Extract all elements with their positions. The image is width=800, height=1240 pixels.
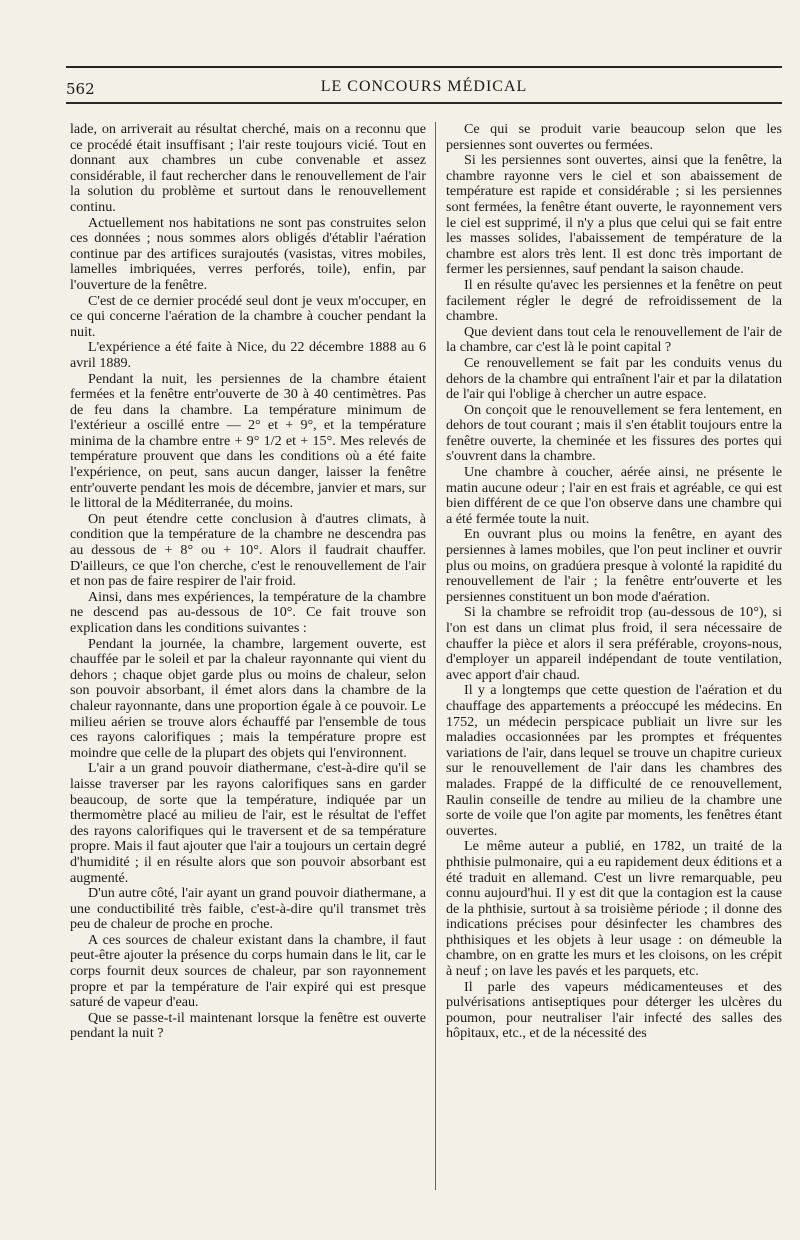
header-rule-bottom (66, 102, 782, 104)
paragraph: A ces sources de chaleur existant dans la chambre, il faut peut-être ajouter la présence du corps humain dans le lit, car le corps fournit deux sources de chaleur, par son rayonnement propre et par la température de l'air expiré qui est presque saturé de vapeur d'eau. (70, 931, 426, 1011)
paragraph: Il parle des vapeurs médicamenteuses et des pulvérisations antiseptiques pour déterger les ulcères du poumon, pour neutraliser l'air infecté des salles des hôpitaux, etc., et de la nécessité des (446, 978, 782, 1042)
paragraph: Ainsi, dans mes expériences, la température de la chambre ne descend pas au-dessous de 10°. Ce fait trouve son explication dans les conditions suivantes : (70, 588, 426, 636)
paragraph: Pendant la journée, la chambre, largement ouverte, est chauffée par le soleil et par la chaleur rayonnante qui vient du dehors ; chaque objet garde plus ou moins de chaleur, selon son pouvoir absorbant, il émet alors dans la chambre de la chaleur rayonnante, dans une proportion égale à ce pouvoir. Le milieu aérien se trouve alors échauffé par l'ensemble de tous ces rayons calorifiques ; mais la température propre est moindre que celle de la plupart des objets qui l'environnent. (70, 635, 426, 761)
paragraph: Le même auteur a publié, en 1782, un traité de la phthisie pulmonaire, qui a eu rapidement deux éditions et a été traduit en allemand. C'est un livre remarquable, peu connu aujourd'hui. Il y est dit que la contagion est la cause de la phthisie, surtout à sa troisième période ; il donne des indications précises pour désinfecter les chambres des phthisiques et les objets à leur usage : on démeuble la chambre, on en gratte les murs et les cloisons, on les crépit à neuf ; on lave les pavés et les parquets, etc. (446, 838, 782, 980)
header-rule-top (66, 66, 782, 68)
paragraph: D'un autre côté, l'air ayant un grand pouvoir diathermane, a une conductibilité très faible, c'est-à-dire qu'il transmet très peu de chaleur de proche en proche. (70, 885, 426, 933)
paragraph: Pendant la nuit, les persiennes de la chambre étaient fermées et la fenêtre entr'ouverte de 30 à 40 centimètres. Pas de feu dans la chambre. La température minimum de l'extérieur a oscillé entre — 2° et + 9°, et la température minima de la chambre entre + 9° 1/2 et + 15°. Mes relevés de température prouvent que dans les conditions où a été faite l'expérience, on peut, sans aucun danger, laisser la fenêtre entr'ouverte pendant les mois de décembre, janvier et mars, sur le littoral de la Méditerranée, du moins. (70, 370, 426, 512)
paragraph: Il en résulte qu'avec les persiennes et la fenêtre on peut facilement régler le degré de refroidissement de la chambre. (446, 276, 782, 325)
paragraph: On peut étendre cette conclusion à d'autres climats, à condition que la température de la chambre ne descendra pas au dessous de + 8° ou + 10°. Alors il faudrait chauffer. D'ailleurs, ce que l'on cherche, c'est le renouvellement de l'air et non pas de faire respirer de l'air froid. (70, 510, 426, 590)
paragraph: Il y a longtemps que cette question de l'aération et du chauffage des appartements a préoccupé les médecins. En 1752, un médecin perspicace publiait un livre sur les maladies occasionnées par les promptes et fréquentes variations de l'air, dans lequel se trouve un chapitre curieux sur le renouvellement de l'air dans les chambres des malades. Frappé de la difficulté de ce renouvellement, Raulin conseille de tendre au milieu de la chambre une sorte de voile que l'on agite par moments, les fenêtres étant ouvertes. (446, 682, 782, 839)
paragraph: Si la chambre se refroidit trop (au-dessous de 10°), si l'on est dans un climat plus froid, il sera nécessaire de chauffer la pièce et alors il sera préférable, croyons-nous, d'employer un appareil indépendant de toute ventilation, avec apport d'air chaud. (446, 604, 782, 683)
paragraph: L'expérience a été faite à Nice, du 22 décembre 1888 au 6 avril 1889. (70, 339, 426, 371)
paragraph: Ce qui se produit varie beaucoup selon que les persiennes sont ouvertes ou fermées. (446, 122, 782, 153)
paragraph: Si les persiennes sont ouvertes, ainsi que la fenêtre, la chambre rayonne vers le ciel et son abaissement de température est rapide et considérable ; si les persiennes sont fermées, la fenêtre étant ouverte, le rayonnement vers le ciel est supprimé, il n'y a plus que celui qui se fait entre les masses solides, l'abaissement de température de la chambre est alors très lent. Il est donc très important de fermer les persiennes, sauf pendant la saison chaude. (446, 152, 782, 278)
paragraph: On conçoit que le renouvellement se fera lentement, en dehors de tout courant ; mais il s'en établit toujours entre la fenêtre ouverte, la cheminée et les fissures des portes qui s'ouvrent dans la chambre. (446, 401, 782, 465)
paragraph: En ouvrant plus ou moins la fenêtre, en ayant des persiennes à lames mobiles, que l'on peut incliner et ouvrir plus ou moins, on gradúera presque à volonté la rapidité du renouvellement de l'air ; la fenêtre entr'ouverte et les persiennes constituent un bon mode d'aération. (446, 526, 782, 605)
journal-title: LE CONCOURS MÉDICAL (320, 78, 528, 95)
left-column (70, 122, 426, 1192)
paragraph: C'est de ce dernier procédé seul dont je veux m'occuper, en ce qui concerne l'aération de la chambre à coucher pendant la nuit. (70, 292, 426, 340)
column-divider (435, 122, 436, 1190)
paragraph: Que se passe-t-il maintenant lorsque la fenêtre est ouverte pendant la nuit ? (70, 1009, 426, 1042)
page-header (66, 74, 782, 104)
paragraph: Une chambre à coucher, aérée ainsi, ne présente le matin aucune odeur ; l'air en est frais et agréable, ce qui est bien différent de ce que l'on observe dans une chambre qui a été fermée toute la nuit. (446, 464, 782, 527)
paragraph: Que devient dans tout cela le renouvellement de l'air de la chambre, car c'est là le point capital ? (446, 323, 782, 356)
right-column (446, 122, 782, 1192)
paragraph: lade, on arriverait au résultat cherché, mais on a reconnu que ce procédé était insuffisant ; l'air reste toujours vicié. Tout en donnant aux chambres un cube convenable et assez considérable, il faut rechercher dans le renouvellement de l'air la solution du problème et surtout dans le renouvellement continu. (70, 122, 426, 215)
paragraph: Actuellement nos habitations ne sont pas construites selon ces données ; nous sommes alors obligés d'établir l'aération continue par des artifices surajoutés (vasistas, vitres mobiles, lamelles imbriquées, verres perforés, toile), enfin, par l'ouverture de la fenêtre. (70, 214, 426, 293)
paragraph: Ce renouvellement se fait par les conduits venus du dehors de la chambre qui entraînent l'air et par la dilatation de l'air qui l'oblige à chercher un autre espace. (446, 354, 782, 403)
paragraph: L'air a un grand pouvoir diathermane, c'est-à-dire qu'il se laisse traverser par les rayons calorifiques sans en garder beaucoup, de sorte que la température, indiquée par un thermomètre placé au milieu de l'air, est le résultat de l'effet des rayons calorifiques qui le traversent et de sa température propre. Mais il faut ajouter que l'air a toujours un certain degré d'humidité ; il en résulte alors que son pouvoir absorbant est augmenté. (70, 760, 426, 886)
page-number: 562 (66, 80, 95, 98)
